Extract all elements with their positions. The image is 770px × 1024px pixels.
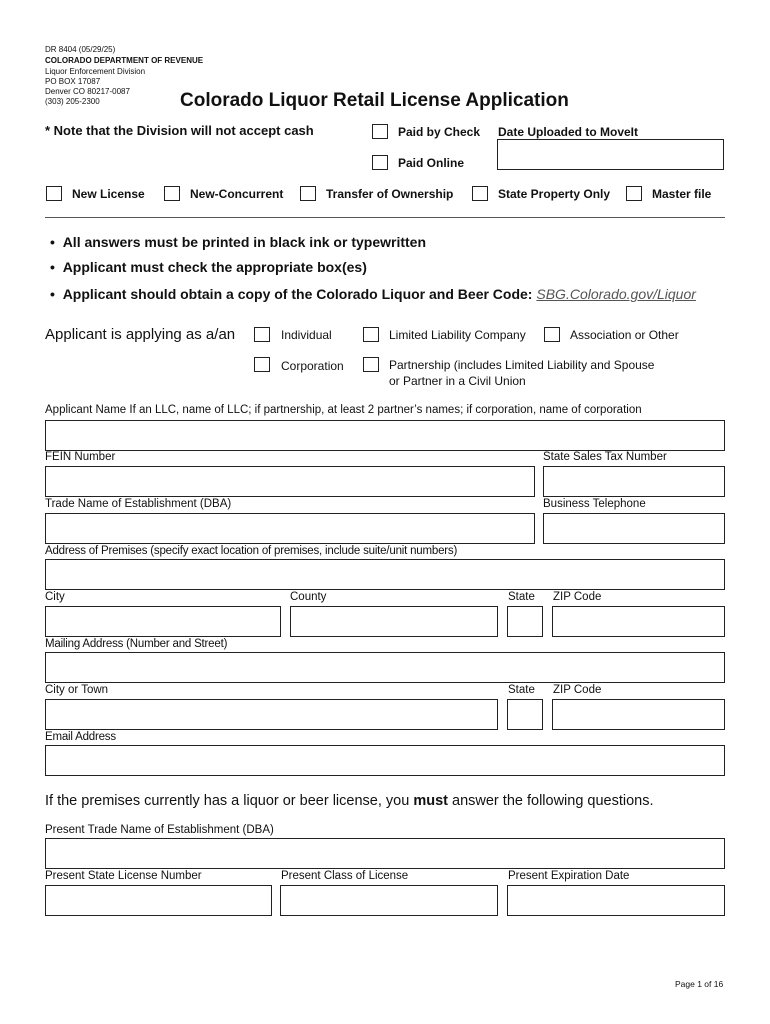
applicant-type-label: Applicant is applying as a/an <box>45 326 236 343</box>
partnership-checkbox[interactable] <box>363 357 379 372</box>
phone-number: (303) 205-2300 <box>45 97 100 106</box>
fein-field[interactable] <box>45 466 535 497</box>
trade-name-field[interactable] <box>45 513 535 544</box>
paid-by-check-label: Paid by Check <box>398 125 481 139</box>
zip2-label: ZIP Code <box>553 684 602 696</box>
email-label: Email Address <box>45 731 116 743</box>
present-license-number-label: Present State License Number <box>45 870 202 882</box>
individual-checkbox[interactable] <box>254 327 270 342</box>
state-sales-tax-label: State Sales Tax Number <box>543 451 667 463</box>
transfer-of-ownership-label: Transfer of Ownership <box>326 187 454 201</box>
paid-online-checkbox[interactable] <box>372 155 388 170</box>
association-label: Association or Other <box>570 328 679 342</box>
corporation-checkbox[interactable] <box>254 357 270 372</box>
zip-field[interactable] <box>552 606 725 637</box>
state2-label: State <box>508 684 535 696</box>
new-concurrent-label: New-Concurrent <box>190 187 284 201</box>
zip2-field[interactable] <box>552 699 725 730</box>
partnership-label-line2: or Partner in a Civil Union <box>389 374 526 388</box>
applicant-name-field[interactable] <box>45 420 725 451</box>
state-sales-tax-field[interactable] <box>543 466 725 497</box>
mailing-address-field[interactable] <box>45 652 725 683</box>
premises-address-field[interactable] <box>45 559 725 590</box>
page-number: Page 1 of 16 <box>675 979 724 989</box>
corporation-label: Corporation <box>281 359 344 373</box>
premises-address-label: Address of Premises (specify exact location of premises, include suite/unit numbers) <box>45 545 458 557</box>
form-number: DR 8404 (05/29/25) <box>45 45 116 54</box>
county-field[interactable] <box>290 606 498 637</box>
business-phone-label: Business Telephone <box>543 498 646 510</box>
fein-label: FEIN Number <box>45 451 116 463</box>
new-concurrent-checkbox[interactable] <box>164 186 180 201</box>
llc-checkbox[interactable] <box>363 327 379 342</box>
new-license-checkbox[interactable] <box>46 186 62 201</box>
partnership-label-line1: Partnership (includes Limited Liability and Spouse <box>389 358 655 372</box>
present-class-field[interactable] <box>280 885 498 916</box>
present-expiration-field[interactable] <box>507 885 725 916</box>
state-property-only-label: State Property Only <box>498 187 611 201</box>
zip-label: ZIP Code <box>553 591 602 603</box>
present-class-label: Present Class of License <box>281 870 409 882</box>
state2-field[interactable] <box>507 699 543 730</box>
state-label: State <box>508 591 535 603</box>
city-or-town-field[interactable] <box>45 699 498 730</box>
present-trade-name-field[interactable] <box>45 838 725 869</box>
applicant-name-label: Applicant Name If an LLC, name of LLC; if partnership, at least 2 partner’s names; if corporation, name of corporation <box>45 404 642 416</box>
date-uploaded-label: Date Uploaded to MoveIt <box>498 125 639 139</box>
instruction-item: • Applicant must check the appropriate box(es) <box>50 259 367 275</box>
trade-name-label: Trade Name of Establishment (DBA) <box>45 498 232 510</box>
page-title: Colorado Liquor Retail License Application <box>180 90 569 111</box>
city-field[interactable] <box>45 606 281 637</box>
date-uploaded-field[interactable] <box>497 139 724 170</box>
instruction-item: • All answers must be printed in black ink or typewritten <box>50 234 426 250</box>
division-name: Liquor Enforcement Division <box>45 67 146 76</box>
liquor-code-link[interactable]: SBG.Colorado.gov/Liquor <box>536 286 696 302</box>
state-field[interactable] <box>507 606 543 637</box>
individual-label: Individual <box>281 328 332 342</box>
mailing-address-label: Mailing Address (Number and Street) <box>45 638 228 650</box>
new-license-label: New License <box>72 187 145 201</box>
department-name: COLORADO DEPARTMENT OF REVENUE <box>45 56 204 65</box>
city-zip: Denver CO 80217-0087 <box>45 87 130 96</box>
county-label: County <box>290 591 327 603</box>
master-file-label: Master file <box>652 187 712 201</box>
transfer-of-ownership-checkbox[interactable] <box>300 186 316 201</box>
business-phone-field[interactable] <box>543 513 725 544</box>
llc-label: Limited Liability Company <box>389 328 526 342</box>
association-checkbox[interactable] <box>544 327 560 342</box>
state-property-only-checkbox[interactable] <box>472 186 488 201</box>
city-label: City <box>45 591 65 603</box>
city-or-town-label: City or Town <box>45 684 109 696</box>
master-file-checkbox[interactable] <box>626 186 642 201</box>
instruction-item: • Applicant should obtain a copy of the Colorado Liquor and Beer Code: SBG.Colorado.gov/Liquor <box>50 286 696 302</box>
cash-note: * Note that the Division will not accept cash <box>45 123 314 138</box>
present-trade-name-label: Present Trade Name of Establishment (DBA) <box>45 824 274 836</box>
present-expiration-label: Present Expiration Date <box>508 870 630 882</box>
section-divider <box>45 217 725 218</box>
existing-license-question: If the premises currently has a liquor or beer license, you must answer the following questions. <box>45 793 654 809</box>
paid-by-check-checkbox[interactable] <box>372 124 388 139</box>
email-field[interactable] <box>45 745 725 776</box>
po-box: PO BOX 17087 <box>45 77 101 86</box>
paid-online-label: Paid Online <box>398 156 465 170</box>
present-license-number-field[interactable] <box>45 885 272 916</box>
